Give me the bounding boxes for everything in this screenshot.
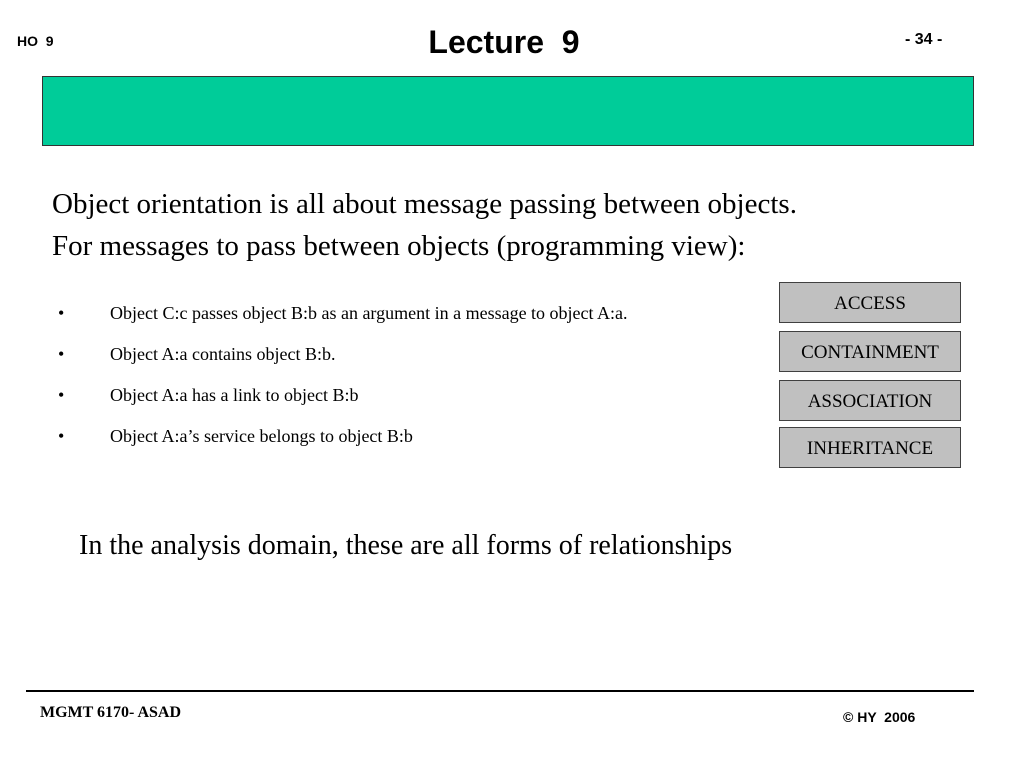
handout-label: HO 9 [17,33,54,49]
course-label: MGMT 6170- ASAD [40,704,182,721]
page-title: Lecture 9 [428,24,580,60]
access-box: ACCESS [779,282,961,323]
bullet-text: Object A:a’s service belongs to object B:b [110,426,413,446]
footer-divider [26,690,974,692]
intro-text [52,183,797,267]
bullet-marker: • [58,303,65,323]
bullet-marker: • [58,426,65,446]
bullet-text: Object A:a has a link to object B:b [110,385,359,405]
bullet-text: Object A:a contains object B:b. [110,344,336,364]
page-number: - 34 - [905,31,943,48]
title-banner [42,76,974,146]
list-item [58,300,628,341]
list-item [58,341,628,382]
inheritance-box: INHERITANCE [779,427,961,468]
bullet-text: Object C:c passes object B:b as an argument in a message to object A:a. [110,303,628,323]
intro-line-2: For messages to pass between objects (programming view): [52,230,746,262]
copyright-label: © HY 2006 [843,709,916,725]
containment-box: CONTAINMENT [779,331,961,372]
bullet-list [58,300,628,464]
bullet-marker: • [58,344,65,364]
association-box: ASSOCIATION [779,380,961,421]
bullet-marker: • [58,385,65,405]
list-item [58,382,628,423]
intro-line-1: Object orientation is all about message passing between objects. [52,188,797,220]
summary-text: In the analysis domain, these are all forms of relationships [79,530,733,561]
list-item [58,423,628,464]
